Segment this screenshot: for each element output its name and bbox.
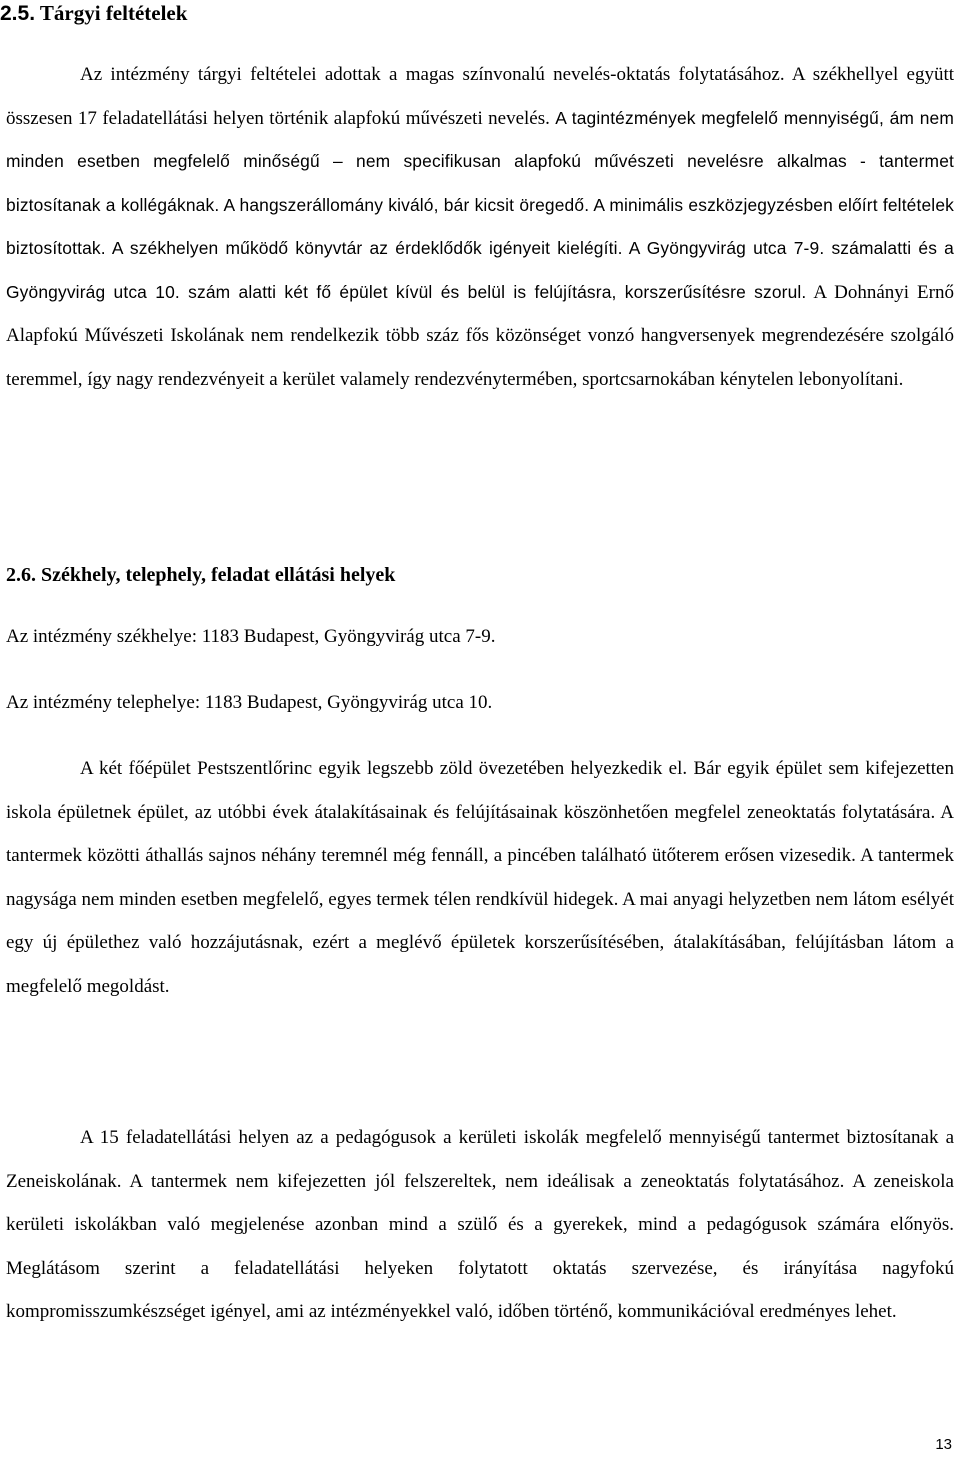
paragraph-text-sans: A tagintézmények megfelelő mennyiségű, ám nem minden esetben megfelelő minőségű – nem specifikusan alapfokú művészeti nevelésre alkalmas - tantermet biztosítanak a kollégáknak. A hangszerállomány kiváló, bár kicsit öregedő. A minimális eszközjegyzésben előírt feltételek biztosítottak. A székhelyen működő könyvtár az érdeklődők igényeit kielégíti. A Gyöngyvirág utca 7-9. számalatti és a Gyöngyvirág utca 10. szám alatti két fő épület kívül és belül is felújításra, korszerűsítésre szorul. <box>6 107 954 302</box>
paragraph-text: A Dohnányi Ernő Alapfokú Művészeti Iskolának nem rendelkezik több száz fős közönséget vonzó hangversenyek megrendezésére szolgáló teremmel, így nagy rendezvényeit a kerület valamely rendezvénytermében, sportcsarnokában kénytelen lebonyolítani. <box>6 281 954 390</box>
paragraph-buildings: A két főépület Pestszentlőrinc egyik legszebb zöld övezetében helyezkedik el. Bár egyik épület sem kifejezetten iskola épületnek épület, az utóbbi évek átalakításainak és felújításainak köszönhetően megfelel zeneoktatás folytatására. A tantermek közötti áthallás sajnos néhány teremnél még fennáll, a pincében található ütőterem erősen vizesedik. A tantermek nagysága nem minden esetben megfelelő, egyes termek télen rendkívül hidegek. A mai anyagi helyzetben nem látom esélyét egy új épülethez való hozzájutásnak, ezért a meglévő épületek korszerűsítésében, átalakításában, felújításban látom a megfelelő megoldást. <box>6 758 954 997</box>
section-number: 2.5. <box>0 2 36 25</box>
paragraph-text: Az intézmény tárgyi feltételei adottak a magas színvonalú nevelés-oktatás folytatásához. A székhellyel együtt összesen 17 feladatellátási helyen történik alapfokú művészeti nevelés. <box>6 64 954 129</box>
section-heading-2-5 <box>0 0 187 28</box>
seat-address-line: Az intézmény székhelye: 1183 Budapest, Gyöngyvirág utca 7-9. <box>6 626 496 647</box>
section-heading-2-6 <box>6 561 395 589</box>
paragraph-task-sites: A 15 feladatellátási helyen az a pedagógusok a kerületi iskolák megfelelő mennyiségű tantermet biztosítanak a Zeneiskolának. A tantermek nem kifejezetten jól felszereltek, nem ideálisak a zeneoktatás folytatásához. A zeneiskola kerületi iskolákban való megjelenése azonban mind a szülő és a gyerekek, mind a pedagógusok számára előnyös. Meglátásom szerint a feladatellátási helyeken folytatott oktatás szervezése, és irányítása nagyfokú kompromisszumkészséget igényel, ami az intézményekkel való, időben történő, kommunikációval eredményes lehet. <box>6 1127 954 1322</box>
paragraph-material-conditions <box>6 53 954 401</box>
section-number: 2.6. <box>6 564 36 586</box>
site-address-line: Az intézmény telephelye: 1183 Budapest, Gyöngyvirág utca 10. <box>6 692 493 713</box>
section-title: Székhely, telephely, feladat ellátási helyek <box>41 564 396 586</box>
section-title: Tárgyi feltételek <box>39 1 188 25</box>
page-number: 13 <box>935 1436 952 1453</box>
